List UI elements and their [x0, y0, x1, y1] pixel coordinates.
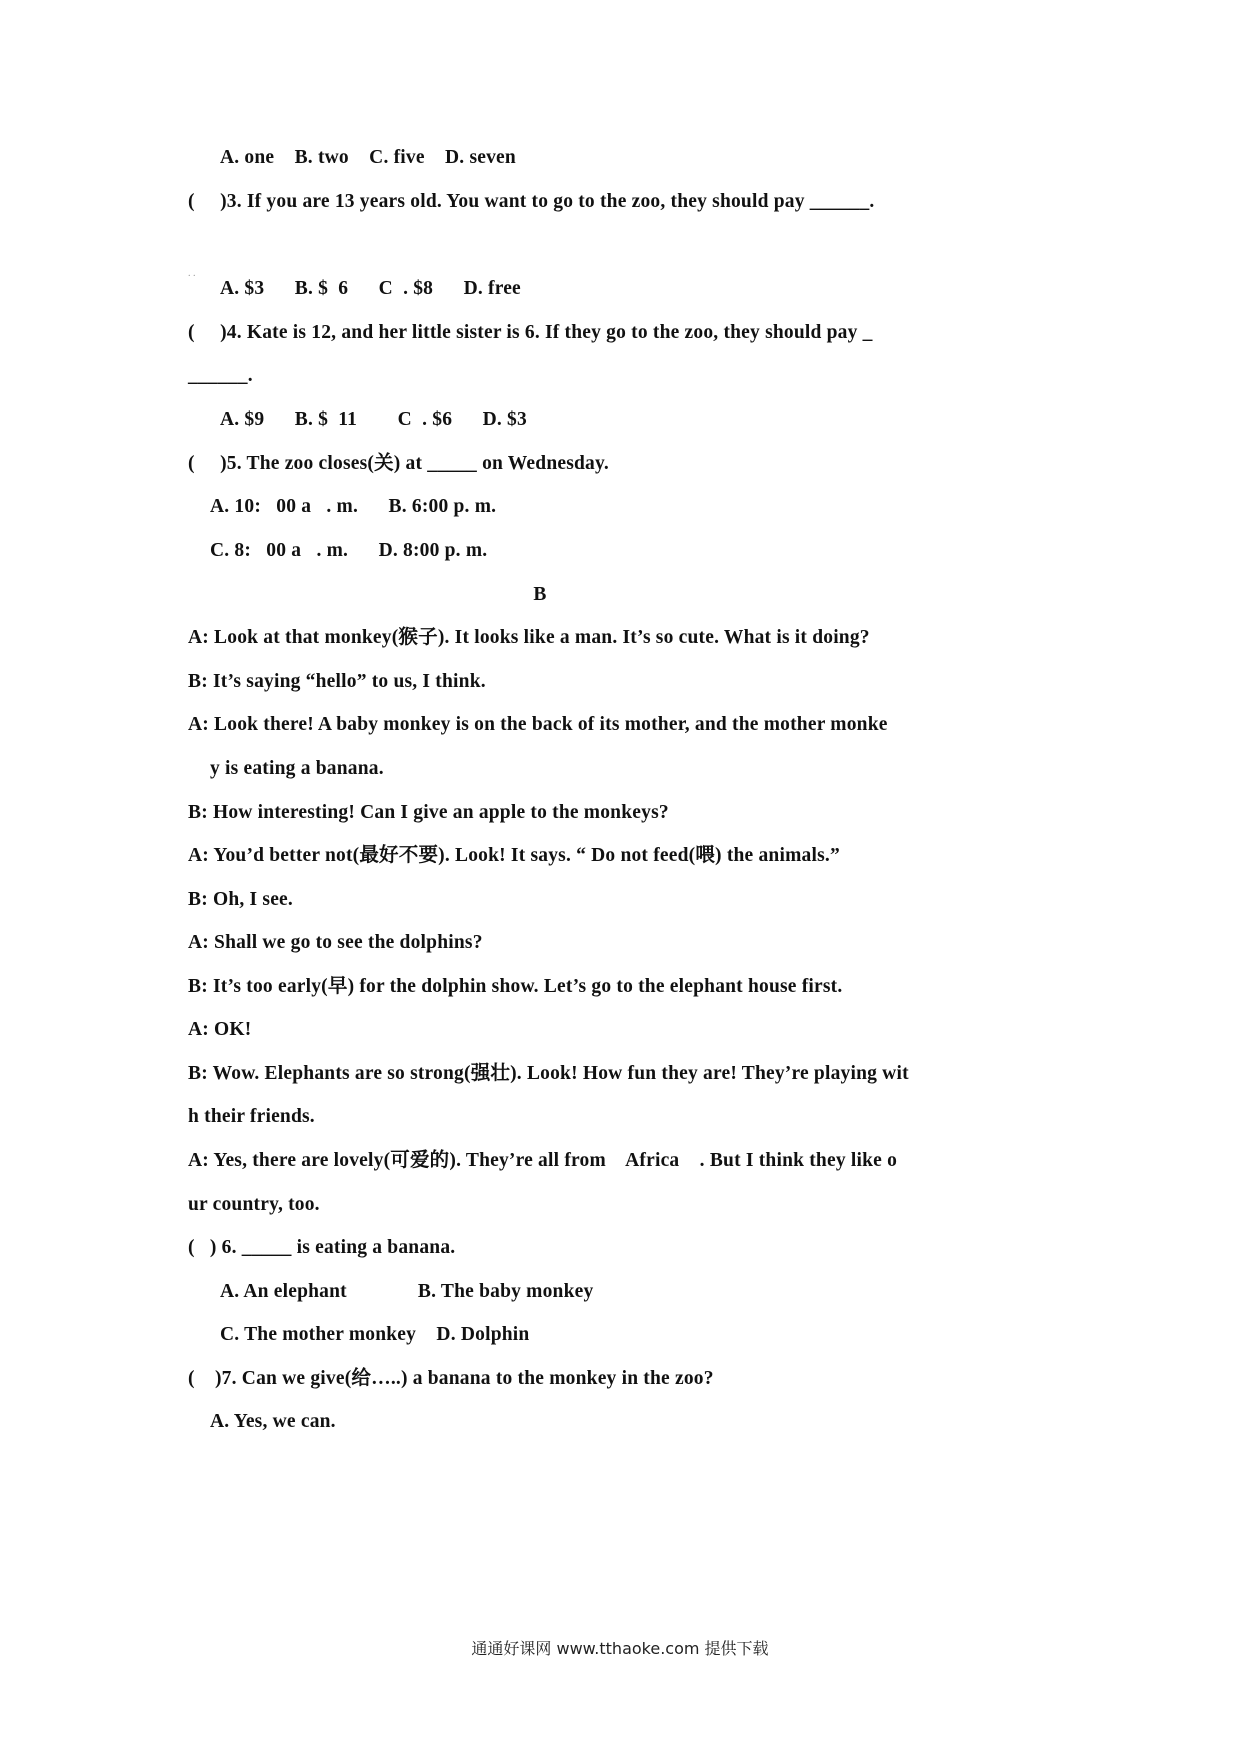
q3-options: A. $3 B. $ 6 C . $8 D. free	[220, 278, 521, 299]
q7-option-a: A. Yes, we can.	[210, 1411, 336, 1432]
scan-dots: . .	[188, 268, 196, 279]
section-b-heading: B	[533, 584, 547, 605]
question-4-line1: ( )4. Kate is 12, and her little sister is 6. If they go to the zoo, they should pay _	[188, 322, 873, 343]
q6-options-1: A. An elephant B. The baby monkey	[220, 1281, 594, 1302]
dialogue-line: ur country, too.	[188, 1194, 320, 1215]
dialogue-line: B: It’s too early(早) for the dolphin show. Let’s go to the elephant house first.	[188, 976, 843, 997]
dialogue-line: y is eating a banana.	[210, 758, 384, 779]
dialogue-line: B: It’s saying “hello” to us, I think.	[188, 671, 486, 692]
question-5: ( )5. The zoo closes(关) at _____ on Wednesday.	[188, 453, 609, 474]
dialogue-line: A: Look there! A baby monkey is on the back of its mother, and the mother monke	[188, 714, 888, 735]
q5-options-1: A. 10: 00 a . m. B. 6:00 p. m.	[210, 496, 497, 517]
dialogue-line: A: You’d better not(最好不要). Look! It says. “ Do not feed(喂) the animals.”	[188, 845, 840, 866]
question-6: ( ) 6. _____ is eating a banana.	[188, 1237, 456, 1258]
dialogue-line: A: OK!	[188, 1019, 252, 1040]
dialogue-line: B: How interesting! Can I give an apple to the monkeys?	[188, 802, 669, 823]
dialogue-line: B: Wow. Elephants are so strong(强壮). Look! How fun they are! They’re playing wit	[188, 1063, 909, 1084]
q4-options: A. $9 B. $ 11 C . $6 D. $3	[220, 409, 527, 430]
question-4-line2: ______.	[188, 365, 253, 386]
dialogue-line: B: Oh, I see.	[188, 889, 293, 910]
question-3: ( )3. If you are 13 years old. You want to go to the zoo, they should pay ______.	[188, 191, 875, 212]
dialogue-line: h their friends.	[188, 1106, 315, 1127]
q5-options-2: C. 8: 00 a . m. D. 8:00 p. m.	[210, 540, 488, 561]
q6-options-2: C. The mother monkey D. Dolphin	[220, 1324, 530, 1345]
dialogue-line: A: Shall we go to see the dolphins?	[188, 932, 483, 953]
page-footer: 通通好课网 www.tthaoke.com 提供下载	[471, 1639, 769, 1658]
q2-options: A. one B. two C. five D. seven	[220, 147, 516, 168]
dialogue-line: A: Look at that monkey(猴子). It looks like a man. It’s so cute. What is it doing?	[188, 627, 870, 648]
dialogue-line: A: Yes, there are lovely(可爱的). They’re all from Africa . But I think they like o	[188, 1150, 898, 1171]
question-7: ( )7. Can we give(给…..) a banana to the monkey in the zoo?	[188, 1368, 714, 1389]
